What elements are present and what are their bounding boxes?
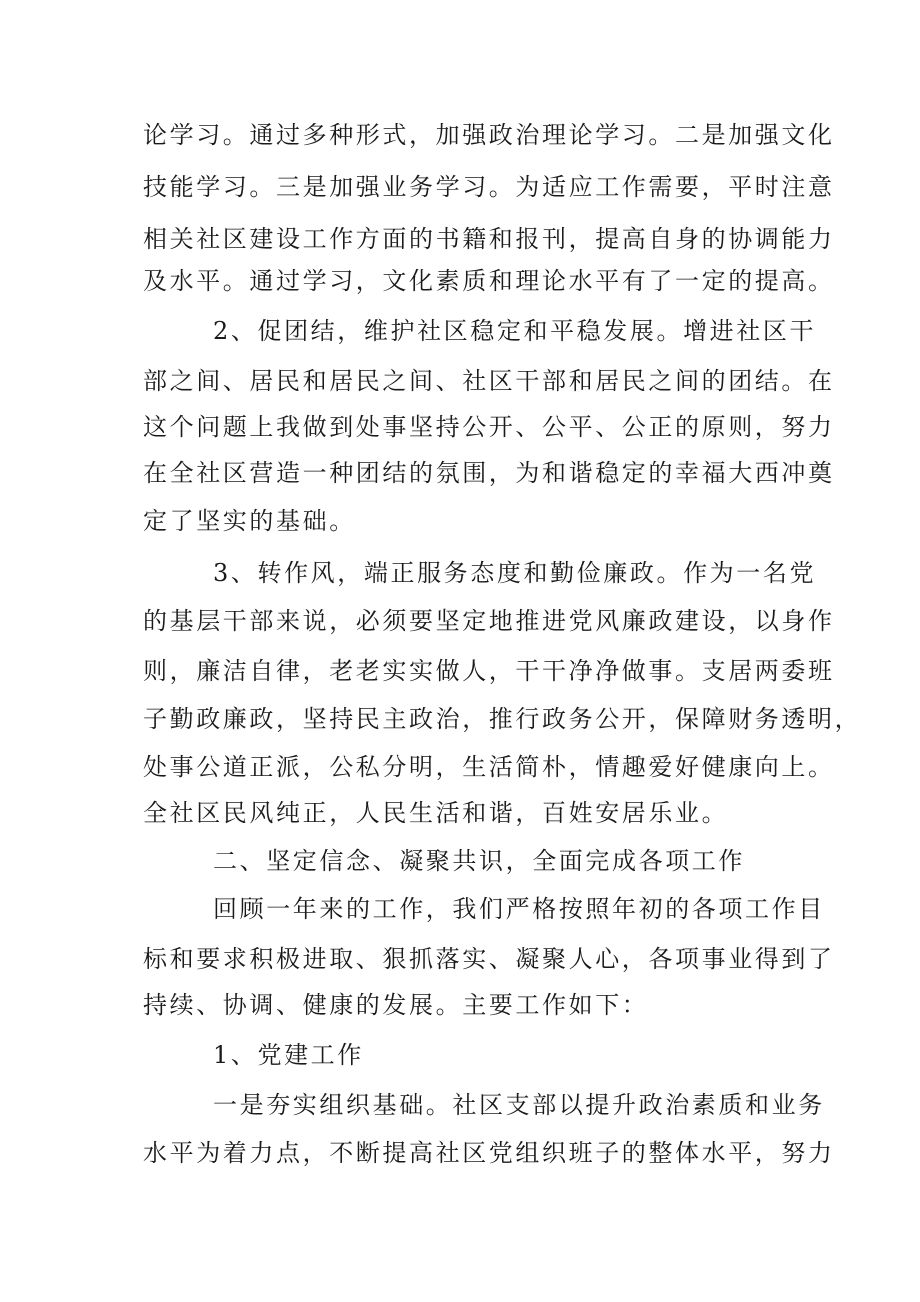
text-line: 这个问题上我做到处事坚持公开、公平、公正的原则，努力 <box>143 413 835 441</box>
text-line: 的基层干部来说，必须要坚定地推进党风廉政建设，以身作 <box>143 607 835 635</box>
text-line: 及水平。通过学习，文化素质和理论水平有了一定的提高。 <box>143 267 835 295</box>
subsection-heading: 1、党建工作 <box>213 1041 364 1069</box>
text-line: 部之间、居民和居民之间、社区干部和居民之间的团结。在 <box>143 367 835 395</box>
paragraph-start-line: 一是夯实组织基础。社区支部以提升政治素质和业务 <box>213 1091 825 1119</box>
paragraph-start-line: 3、转作风，端正服务态度和勤俭廉政。作为一名党 <box>213 559 817 587</box>
section-heading: 二、坚定信念、凝聚共识，全面完成各项工作 <box>213 847 745 875</box>
text-line: 则，廉洁自律，老老实实做人，干干净净做事。支居两委班 <box>143 657 835 685</box>
text-line: 持续、协调、健康的发展。主要工作如下： <box>143 991 649 1019</box>
text-line: 在全社区营造一种团结的氛围，为和谐稳定的幸福大西冲奠 <box>143 459 835 487</box>
text-line: 相关社区建设工作方面的书籍和报刊，提高自身的协调能力 <box>143 225 835 253</box>
text-line: 子勤政廉政，坚持民主政治，推行政务公开，保障财务透明， <box>143 705 862 733</box>
paragraph-start-line: 2、促团结，维护社区稳定和平稳发展。增进社区干 <box>213 317 817 345</box>
paragraph-start-line: 回顾一年来的工作，我们严格按照年初的各项工作目 <box>213 895 825 923</box>
text-line: 标和要求积极进取、狠抓落实、凝聚人心，各项事业得到了 <box>143 945 835 973</box>
text-line: 技能学习。三是加强业务学习。为适应工作需要，平时注意 <box>143 173 835 201</box>
text-line: 全社区民风纯正，人民生活和谐，百姓安居乐业。 <box>143 799 729 827</box>
text-line: 定了坚实的基础。 <box>143 507 356 535</box>
text-line: 论学习。通过多种形式，加强政治理论学习。二是加强文化 <box>143 121 835 149</box>
text-line: 水平为着力点，不断提高社区党组织班子的整体水平，努力 <box>143 1139 835 1167</box>
text-line: 处事公道正派，公私分明，生活简朴，情趣爱好健康向上。 <box>143 753 835 781</box>
